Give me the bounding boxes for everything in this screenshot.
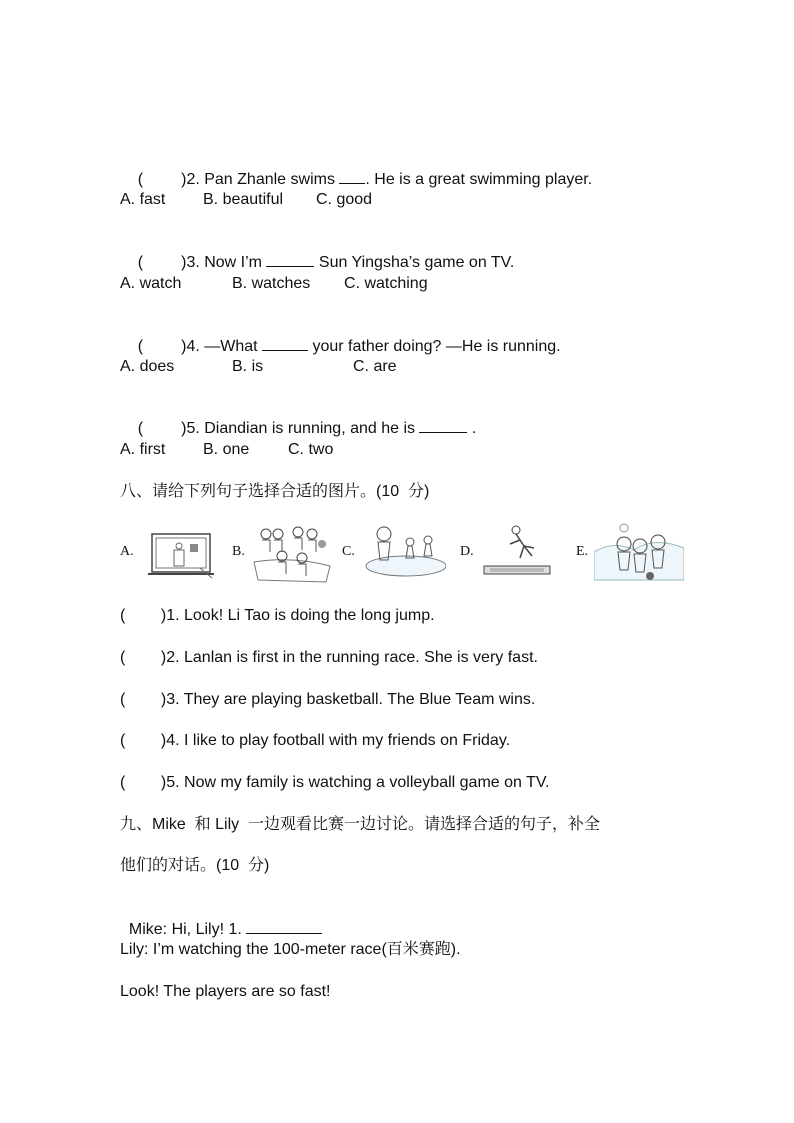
tv-icon xyxy=(146,522,216,582)
question-stem-rest: Sun Yingsha’s game on TV. xyxy=(314,254,515,271)
section-8-item: ( )2. Lanlan is first in the running race. She is very fast. xyxy=(120,649,538,666)
question-paren: ( xyxy=(137,254,144,271)
dialogue-line-2: Lily: I’m watching the 100-meter race(百米赛跑). xyxy=(120,941,461,958)
picture-b[interactable] xyxy=(232,522,332,584)
question-stem: )3. Now I’m xyxy=(181,254,267,271)
picture-options xyxy=(120,522,680,584)
option-b[interactable]: B. is xyxy=(232,358,264,375)
option-b[interactable]: B. watches xyxy=(232,275,311,292)
dialogue-line-1 xyxy=(120,899,322,940)
option-c[interactable]: C. are xyxy=(353,358,397,375)
question-stem-rest: . xyxy=(467,420,477,437)
answer-blank[interactable] xyxy=(266,252,314,267)
option-a[interactable]: A. fast xyxy=(120,191,166,208)
section-9-title-cont: 他们的对话。(10 分) xyxy=(120,857,270,874)
football-friends-icon xyxy=(594,522,684,584)
picture-a[interactable] xyxy=(120,522,216,584)
running-race-icon xyxy=(362,522,446,582)
basketball-players-icon xyxy=(252,522,332,584)
picture-c[interactable] xyxy=(342,522,446,584)
option-a[interactable]: A. first xyxy=(120,441,166,458)
option-b[interactable]: B. beautiful xyxy=(203,191,284,208)
long-jump-icon xyxy=(480,522,560,582)
dialogue-line-3: Look! The players are so fast! xyxy=(120,983,331,1000)
section-8-item: ( )1. Look! Li Tao is doing the long jump. xyxy=(120,607,435,624)
option-c[interactable]: C. watching xyxy=(344,275,428,292)
picture-label: D. xyxy=(460,544,474,559)
answer-blank[interactable] xyxy=(419,418,467,433)
picture-label: C. xyxy=(342,544,355,559)
question-paren: ( xyxy=(137,171,144,188)
picture-label: A. xyxy=(120,544,134,559)
option-a[interactable]: A. does xyxy=(120,358,175,375)
option-c[interactable]: C. good xyxy=(316,191,373,208)
picture-label: E. xyxy=(576,544,589,559)
section-8-title: 八、请给下列句子选择合适的图片。(10 分) xyxy=(120,483,430,500)
dialogue-text: Mike: Hi, Lily! 1. xyxy=(128,921,247,938)
answer-blank[interactable] xyxy=(339,169,365,184)
option-b[interactable]: B. one xyxy=(203,441,250,458)
answer-blank[interactable] xyxy=(262,336,308,351)
section-8-item: ( )5. Now my family is watching a volleyball game on TV. xyxy=(120,774,550,791)
section-8-item: ( )4. I like to play football with my friends on Friday. xyxy=(120,732,511,749)
question-stem: )2. Pan Zhanle swims xyxy=(181,171,340,188)
section-8-item: ( )3. They are playing basketball. The Blue Team wins. xyxy=(120,691,536,708)
picture-e[interactable] xyxy=(576,522,688,584)
question-stem-rest: . He is a great swimming player. xyxy=(365,171,593,188)
question-stem: )5. Diandian is running, and he is xyxy=(181,420,420,437)
picture-d[interactable] xyxy=(460,522,560,584)
question-paren: ( xyxy=(137,420,144,437)
picture-label: B. xyxy=(232,544,245,559)
question-stem-rest: your father doing? —He is running. xyxy=(308,338,561,355)
option-c[interactable]: C. two xyxy=(288,441,334,458)
question-stem: )4. —What xyxy=(181,338,263,355)
answer-blank[interactable] xyxy=(246,919,322,934)
question-paren: ( xyxy=(137,338,144,355)
section-9-title: 九、Mike 和 Lily 一边观看比赛一边讨论。请选择合适的句子，补全 xyxy=(120,816,601,833)
option-a[interactable]: A. watch xyxy=(120,275,182,292)
